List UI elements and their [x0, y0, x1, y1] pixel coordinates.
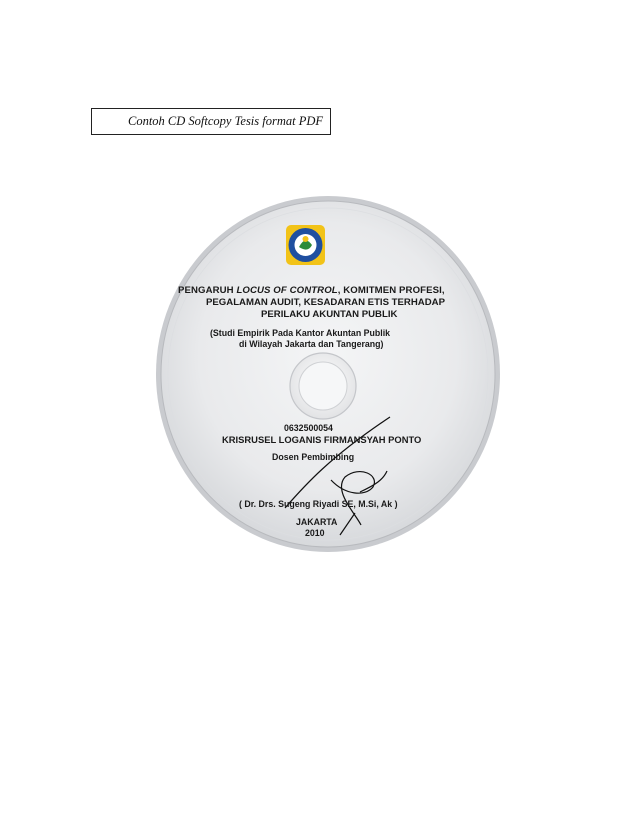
- city: JAKARTA: [296, 517, 338, 527]
- title-line-1-italic: LOCUS OF CONTROL: [236, 285, 338, 296]
- supervisor-name: ( Dr. Drs. Sugeng Riyadi SE, M.Si, Ak ): [239, 499, 398, 509]
- title-line-2: PEGALAMAN AUDIT, KESADARAN ETIS TERHADAP: [206, 297, 445, 308]
- title-line-1-prefix: PENGARUH: [178, 285, 237, 296]
- title-line-3: PERILAKU AKUNTAN PUBLIK: [261, 309, 398, 320]
- title-line-1-suffix: , KOMITMEN PROFESI,: [337, 285, 445, 296]
- subtitle-line-1: (Studi Empirik Pada Kantor Akuntan Publik: [210, 328, 391, 338]
- student-name: KRISRUSEL LOGANIS FIRMANSYAH PONTO: [222, 434, 422, 445]
- caption-box: [91, 108, 331, 135]
- student-id: 0632500054: [284, 423, 333, 433]
- caption-text: Contoh CD Softcopy Tesis format PDF: [128, 114, 324, 128]
- subtitle-line-2: di Wilayah Jakarta dan Tangerang): [239, 339, 384, 349]
- title-line-1: [178, 285, 445, 296]
- disc-center-hole: [299, 362, 347, 410]
- supervisor-label: Dosen Pembimbing: [272, 452, 355, 462]
- university-logo: [286, 225, 325, 265]
- year: 2010: [305, 528, 325, 538]
- cd-disc: [155, 195, 501, 553]
